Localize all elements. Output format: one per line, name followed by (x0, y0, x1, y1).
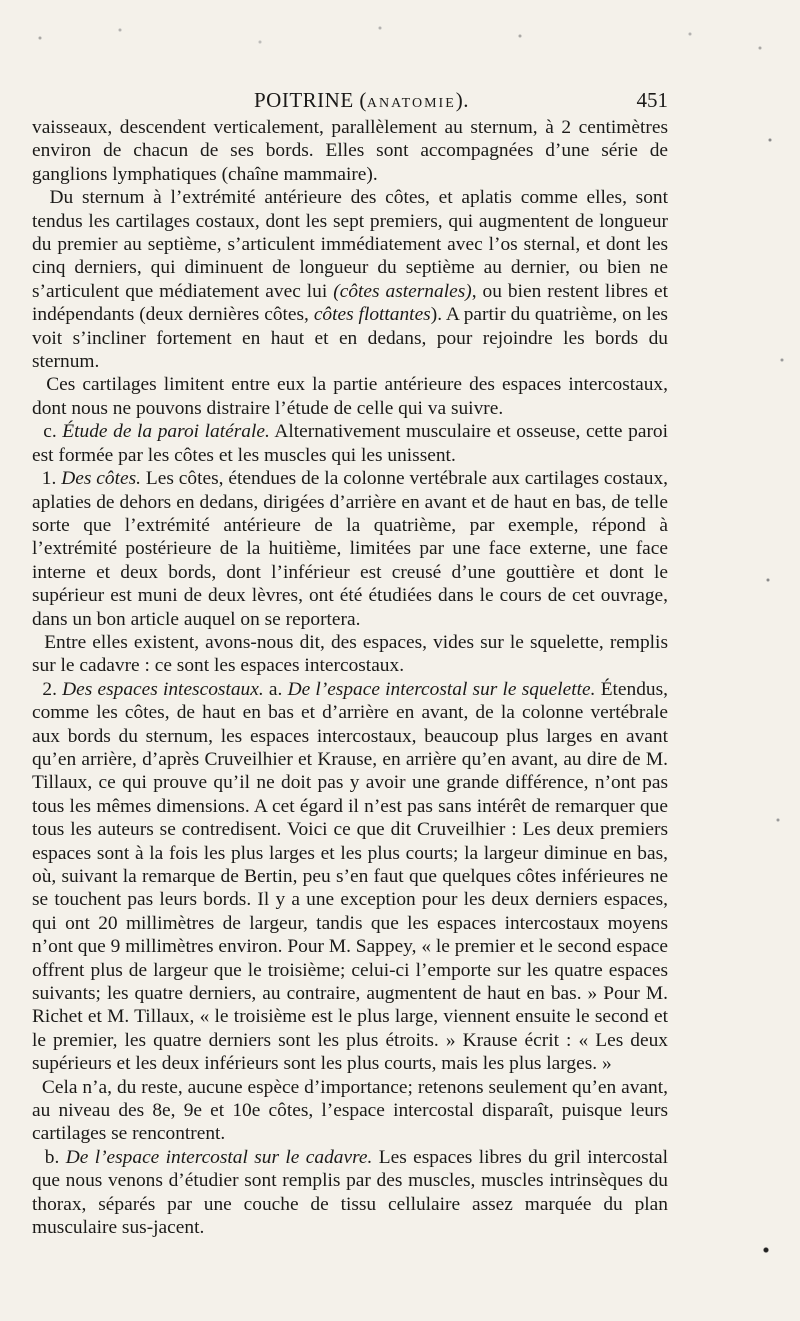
top-edge-specks (0, 0, 800, 60)
body-text (32, 116, 668, 1240)
running-header (32, 86, 668, 114)
section-1-text: Les côtes, étendues de la colonne vertébrale aux cartilages costaux, aplaties de dehors en dedans, dirigées d’arrière en avant et de haut en bas, de telle sorte que l’extrémité antérieure de la quatrième, par exemple, répond à l’extrémité postérieure de la huitième, limitées par une face externe, une face interne et deux bords, dont l’inférieur est creusé d’une gouttière et dont le supérieur est muni de deux lèvres, ont été étudiées dans le cours de cet ouvrage, dans un bon article auquel on se reportera. (32, 468, 669, 630)
section-c-label: c. (43, 421, 57, 443)
paragraph-4-text: Entre elles existent, avons-nous dit, des espaces, vides sur le squelette, remplis sur le cadavre : ce sont les espaces intercostaux. (32, 631, 668, 677)
paragraph-2-mid: , ou bien restent libres et indépendants (deux dernières côtes, (32, 280, 668, 326)
section-2-label: 2. (42, 678, 57, 700)
section-1-title: Des côtes. (61, 468, 141, 490)
right-edge-marks (760, 60, 800, 1320)
section-2-title: Des espaces intescostaux. (62, 678, 264, 700)
running-title-end: ). (455, 88, 470, 112)
running-title (254, 88, 469, 113)
paragraph-2 (32, 186, 668, 373)
section-b (32, 1146, 668, 1240)
paragraph-1: vaisseaux, descendent verticalement, parallèlement au sternum, à 2 centimètres environ de chacun de ses bords. Elles sont accompagnées d’une série de ganglions lymphatiques (chaîne mammaire). (32, 117, 668, 185)
paragraph-2-italic-1: (côtes asternales) (333, 280, 472, 302)
paragraph-2-italic-2: côtes flottantes (313, 304, 431, 326)
section-c-text: Alternativement musculaire et osseuse, cette paroi est formée par les côtes et les muscles qui les unissent. (32, 421, 668, 466)
section-1 (32, 467, 668, 631)
section-2-text: Étendus, comme les côtes, de haut en bas et d’arrière en avant, de la colonne vertébrale aux bords du sternum, les espaces intercostaux, beaucoup plus larges en avant qu’en arrière, d’après Cruveilhier et Krause, en arrière qu’en avant, au dire de M. Tillaux, ce qui prouve qu’il ne doit pas y avoir une grande différence, n’ont pas tous les mêmes dimensions. A cet égard il n’est pas sans intérêt de remarquer que tous les auteurs se contredisent. Voici ce que dit Cruveilhier : Les deux premiers espaces sont à la fois les plus larges et les plus courts; la largeur diminue en bas, où, suivant la remarque de Bertin, peu s’en faut que quelques côtes inférieures ne se touchent pas leurs bords. Il y a une exception pour les deux derniers espaces, qui ont 20 millimètres de largeur, tandis que les espaces intercostaux moyens n’ont que 9 millimètres environ. Pour M. Sappey, « le premier et le second espace offrent plus de largeur que le troisième; celui-ci l’emporte sur les quatre espaces suivants; les quatre derniers, au contraire, augmentent de haut en bas. » Pour M. Richet et M. Tillaux, « le troisième est le plus large, viennent ensuite le second et le premier, les quatre derniers sont les plus étroits. » Krause écrit : « Les deux supérieurs et les deux inférieurs sont les plus courts, mais les plus larges. » (32, 678, 669, 1075)
page-number: 451 (636, 88, 668, 112)
section-2 (32, 678, 668, 1076)
paragraph-5 (32, 1076, 668, 1146)
section-b-text: Les espaces libres du gril intercostal que nous venons d’étudier sont remplis par des muscles, muscles intrinsèques du thorax, séparés par une couche de tissu cellulaire assez marquée du plan musculaire sus-jacent. (32, 1146, 669, 1239)
section-b-title: De l’espace intercostal sur le cadavre. (65, 1146, 373, 1168)
section-b-label: b. (44, 1146, 60, 1168)
paragraph-3 (32, 373, 668, 420)
paragraph-4 (32, 631, 668, 678)
running-title-small-caps: ANATOMIE (366, 96, 456, 111)
paragraph-5-text: Cela n’a, du reste, aucune espèce d’importance; retenons seulement qu’en avant, au niveau des 8e, 9e et 10e côtes, l’espace intercostal disparaît, puisque leurs cartilages se rencontrent. (32, 1076, 668, 1145)
section-c-title: Étude de la paroi latérale. (62, 421, 270, 443)
paragraph-2-text: Du sternum à l’extrémité antérieure des côtes, et aplatis comme elles, sont tendus les cartilages costaux, dont les sept premiers, qui augmentent de longueur du premier au septième, s’articulent immédiatement avec l’os sternal, et dont les cinq derniers, qui diminuent de longueur du septième au dernier, ou bien ne s’articulent que médiatement avec lui (32, 187, 668, 302)
running-title-main: POITRINE ( (254, 88, 367, 112)
section-2a-title: De l’espace intercostal sur le squelette. (287, 678, 596, 700)
paragraph-3-text: Ces cartilages limitent entre eux la partie antérieure des espaces intercostaux, dont nous ne pouvons distraire l’étude de celle qui va suivre. (32, 374, 668, 419)
section-2a-label: a. (268, 678, 283, 700)
section-1-label: 1. (41, 468, 57, 490)
paragraph-2-end: ). A partir du quatrième, on les voit s’incliner fortement en haut et en dedans, pour rejoindre les bords du sternum. (32, 304, 668, 373)
section-c (32, 420, 668, 467)
